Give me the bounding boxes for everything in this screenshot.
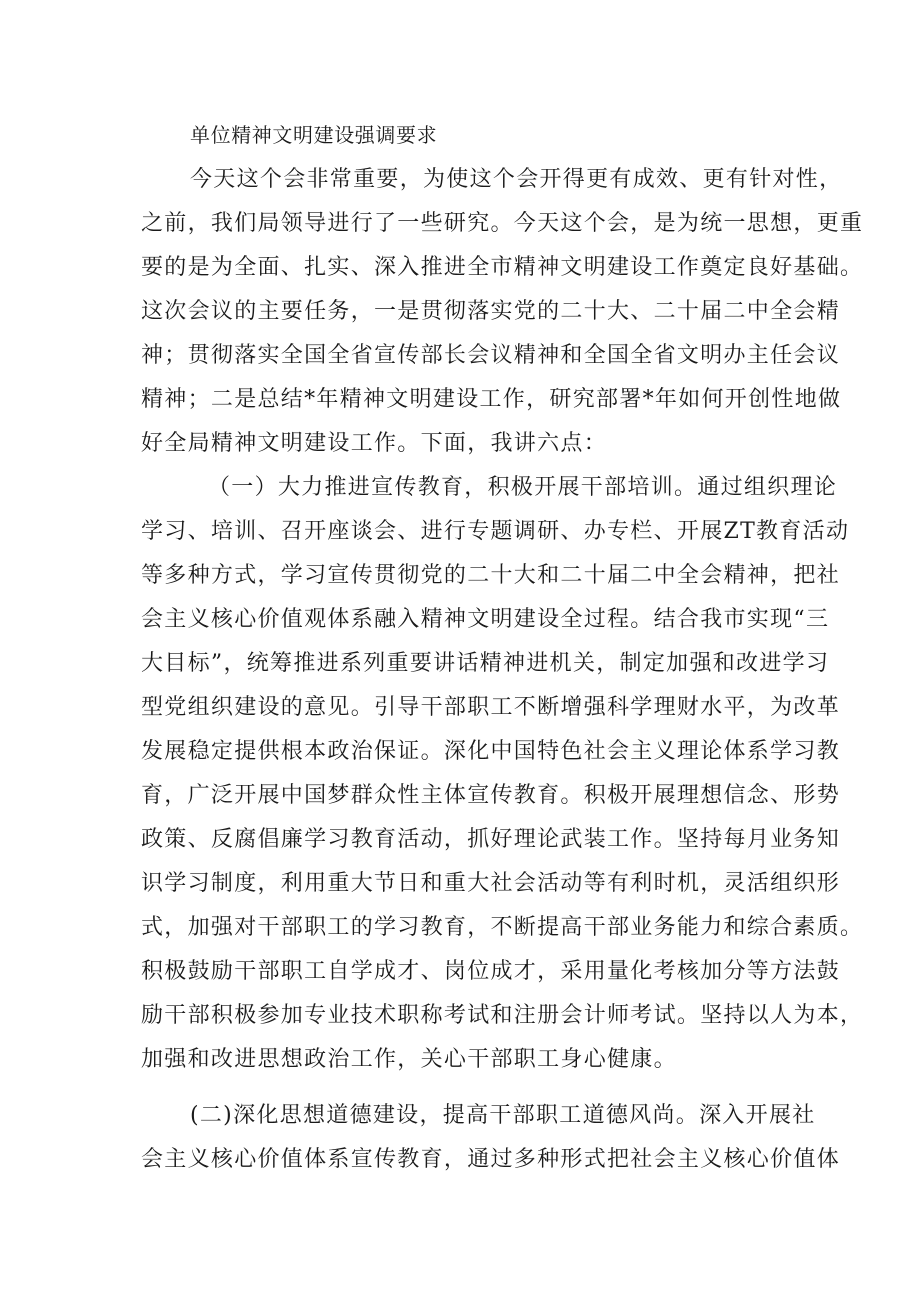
paragraph-line: 式，加强对干部职工的学习教育，不断提高干部业务能力和综合素质。 xyxy=(141,915,864,940)
paragraph-line: 这次会议的主要任务，一是贯彻落实党的二十大、二十届二中全会精 xyxy=(141,299,841,324)
paragraph-line: 要的是为全面、扎实、深入推进全市精神文明建设工作奠定良好基础。 xyxy=(141,255,864,280)
paragraph-line: 学习、培训、召开座谈会、进行专题调研、办专栏、开展ZT教育活动 xyxy=(141,519,850,544)
paragraph-line: 会主义核心价值体系宣传教育，通过多种形式把社会主义核心价值体 xyxy=(141,1147,841,1172)
paragraph-line: 发展稳定提供根本政治保证。深化中国特色社会主义理论体系学习教 xyxy=(141,739,841,764)
paragraph-line: 神；贯彻落实全国全省宣传部长会议精神和全国全省文明办主任会议 xyxy=(141,343,841,368)
paragraph-line: 精神；二是总结*年精神文明建设工作，研究部署*年如何开创性地做 xyxy=(141,387,842,412)
paragraph-line: 之前，我们局领导进行了一些研究。今天这个会，是为统一思想，更重 xyxy=(141,211,864,236)
paragraph-line: 识学习制度，利用重大节日和重大社会活动等有利时机，灵活组织形 xyxy=(141,871,841,896)
paragraph-line: 加强和改进思想政治工作，关心干部职工身心健康。 xyxy=(141,1047,677,1072)
paragraph-line: 大目标”，统筹推进系列重要讲话精神进机关，制定加强和改进学习 xyxy=(141,651,830,676)
paragraph-line: 育，广泛开展中国梦群众性主体宣传教育。积极开展理想信念、形势 xyxy=(141,783,841,808)
paragraph-line: 今天这个会非常重要，为使这个会开得更有成效、更有针对性， xyxy=(190,167,843,192)
paragraph-line: 好全局精神文明建设工作。下面，我讲六点： xyxy=(141,431,608,456)
paragraph-line: 等多种方式，学习宣传贯彻党的二十大和二十届二中全会精神，把社 xyxy=(141,563,841,588)
section-heading-1: （一）大力推进宣传教育，积极开展干部培训。通过组织理论 xyxy=(208,475,838,500)
paragraph-line: 政策、反腐倡廉学习教育活动，抓好理论武装工作。坚持每月业务知 xyxy=(141,827,841,852)
paragraph-line: 型党组织建设的意见。引导干部职工不断增强科学理财水平，为改革 xyxy=(141,695,841,720)
paragraph-line: 积极鼓励干部职工自学成才、岗位成才，采用量化考核加分等方法鼓 xyxy=(141,959,841,984)
paragraph-line: 会主义核心价值观体系融入精神文明建设全过程。结合我市实现“三 xyxy=(141,607,830,632)
section-heading-2: (二)深化思想道德建设，提高干部职工道德风尚。深入开展社 xyxy=(190,1103,816,1128)
document-title: 单位精神文明建设强调要求 xyxy=(190,123,438,147)
paragraph-line: 励干部积极参加专业技术职称考试和注册会计师考试。坚持以人为本， xyxy=(141,1003,864,1028)
